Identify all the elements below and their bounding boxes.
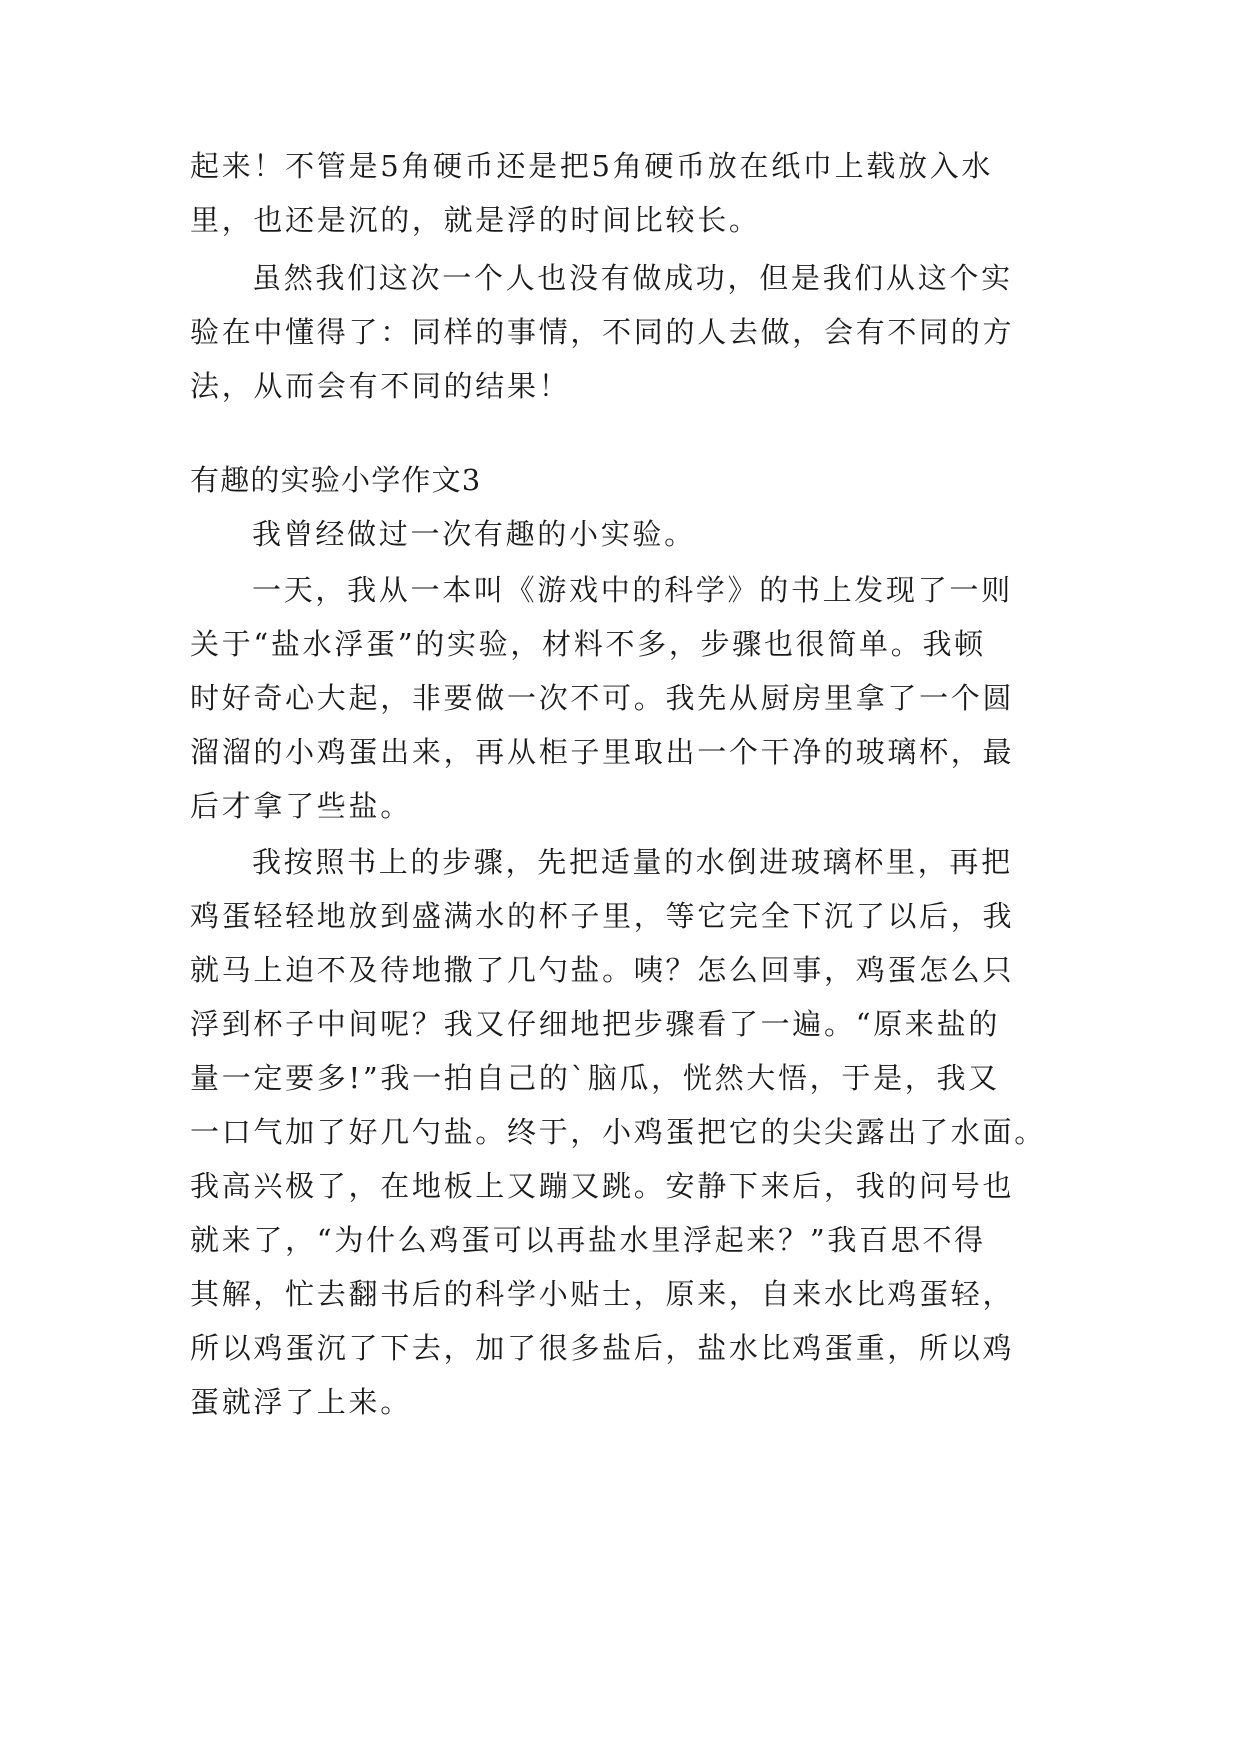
paragraph-line: 虽然我们这次一个人也没有做成功，但是我们从这个实 bbox=[252, 261, 1013, 295]
paragraph-line: 就马上迫不及待地撒了几勺盐。咦？怎么回事，鸡蛋怎么只 bbox=[190, 953, 1015, 987]
paragraph-line: 关于“盐水浮蛋”的实验，材料不多，步骤也很简单。我顿 bbox=[190, 627, 986, 661]
paragraph-line: 鸡蛋轻轻地放到盛满水的杯子里，等它完全下沉了以后，我 bbox=[190, 899, 1015, 933]
paragraph-line: 里，也还是沉的，就是浮的时间比较长。 bbox=[190, 203, 761, 237]
paragraph-line: 我按照书上的步骤，先把适量的水倒进玻璃杯里，再把 bbox=[252, 845, 1013, 879]
paragraph-line: 所以鸡蛋沉了下去，加了很多盐后，盐水比鸡蛋重，所以鸡 bbox=[190, 1331, 1015, 1365]
paragraph-line: 就来了，“为什么鸡蛋可以再盐水里浮起来？”我百思不得 bbox=[190, 1223, 986, 1257]
paragraph-line: 我高兴极了，在地板上又蹦又跳。安静下来后，我的问号也 bbox=[190, 1169, 1015, 1203]
paragraph-line: 一口气加了好几勺盐。终于，小鸡蛋把它的尖尖露出了水面。 bbox=[190, 1115, 1046, 1149]
paragraph-line: 起来！不管是5角硬币还是把5角硬币放在纸巾上载放入水 bbox=[190, 149, 994, 183]
paragraph-line: 时好奇心大起，非要做一次不可。我先从厨房里拿了一个圆 bbox=[190, 681, 1015, 715]
paragraph-line: 一天，我从一本叫《游戏中的科学》的书上发现了一则 bbox=[252, 573, 1013, 607]
paragraph-line: 蛋就浮了上来。 bbox=[190, 1385, 412, 1419]
paragraph-line: 浮到杯子中间呢？我又仔细地把步骤看了一遍。“原来盐的 bbox=[190, 1007, 1001, 1041]
section-heading: 有趣的实验小学作文3 bbox=[190, 463, 482, 497]
paragraph-line: 验在中懂得了：同样的事情，不同的人去做，会有不同的方 bbox=[190, 315, 1015, 349]
paragraph-line: 法，从而会有不同的结果！ bbox=[190, 369, 571, 403]
paragraph-line: 其解，忙去翻书后的科学小贴士，原来，自来水比鸡蛋轻， bbox=[190, 1277, 1015, 1311]
paragraph-line: 溜溜的小鸡蛋出来，再从柜子里取出一个干净的玻璃杯，最 bbox=[190, 735, 1015, 769]
paragraph-line: 我曾经做过一次有趣的小实验。 bbox=[252, 517, 696, 551]
paragraph-line: 量一定要多!”我一拍自己的`脑瓜，恍然大悟，于是，我又 bbox=[190, 1061, 1000, 1095]
paragraph-line: 后才拿了些盐。 bbox=[190, 789, 412, 823]
